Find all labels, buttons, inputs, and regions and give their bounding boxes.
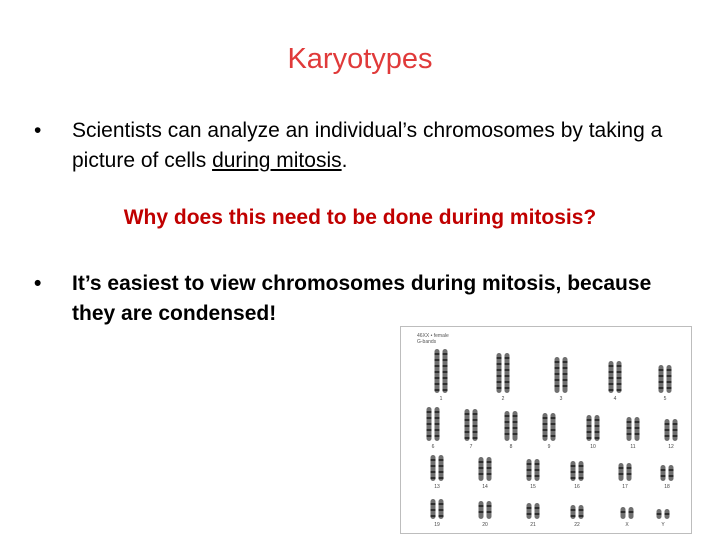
chromosome-label: 16 [574,484,580,490]
chromosome-label: 14 [482,484,488,490]
chromosome-band [513,421,518,423]
chromosome-band [465,431,470,433]
chromosome-band [661,469,666,471]
chromosome-band [571,471,576,473]
karyotype-header-line: G-bands [417,339,437,345]
chromosome-label: 4 [613,396,617,402]
chromosome-band [627,427,632,429]
chromosome-band [579,509,584,511]
chromosome-band [635,427,640,429]
chromosome-pair [431,455,444,490]
chromosome-band [657,513,662,515]
chromosome-band [439,465,444,467]
chromosome-band [673,423,678,425]
chromosome-band [609,383,614,385]
chromosome-band [621,511,626,513]
chromosome-band [435,377,440,379]
chromosome-band [435,429,440,431]
chromosome [527,503,532,519]
chromosome-band [527,463,532,465]
chromosome-band [427,411,432,413]
chromosome-band [535,469,540,471]
chromosome [535,503,540,519]
chromosome-band [473,413,478,415]
chromosome-band [627,421,632,423]
chromosome-band [431,477,436,479]
chromosome-label: 17 [622,484,628,490]
chromosome-band [443,377,448,379]
chromosome-band [527,475,532,477]
chromosome-band [435,353,440,355]
chromosome-band [587,425,592,427]
chromosome-band [609,377,614,379]
chromosome-band [505,433,510,435]
chromosome-band [505,369,510,371]
chromosome-pair [427,407,440,450]
chromosome-band [513,427,518,429]
chromosome-band [563,367,568,369]
chromosome-band [659,369,664,371]
bullet-text-part: Scientists can analyze an individual’s chromosomes by taking a picture of cells [72,119,663,172]
chromosome-band [571,477,576,479]
chromosome-band [435,359,440,361]
chromosome-band [659,387,664,389]
chromosome-label: 12 [668,444,674,450]
bullet-text: It’s easiest to view chromosomes during mitosis, because they are condensed! [72,272,652,325]
chromosome-band [535,507,540,509]
chromosome-band [427,423,432,425]
chromosome-band [595,419,600,421]
chromosome-label: 20 [482,522,488,528]
chromosome-band [609,389,614,391]
chromosome-band [667,369,672,371]
chromosome-band [465,413,470,415]
chromosome-band [543,435,548,437]
chromosome-band [497,369,502,371]
bullet-item-1 [34,116,694,176]
chromosome-band [543,429,548,431]
chromosome-band [551,429,556,431]
chromosome-band [505,427,510,429]
chromosome-pair [609,361,622,402]
chromosome-label: 15 [530,484,536,490]
chromosome-band [555,361,560,363]
chromosome-label: 1 [439,396,443,402]
chromosome-band [497,381,502,383]
chromosome [479,501,484,519]
chromosome-band [487,473,492,475]
chromosome-band [465,425,470,427]
chromosome-band [527,513,532,515]
chromosome-pair [435,349,448,402]
chromosome-band [555,385,560,387]
chromosome-band [609,365,614,367]
chromosome-label: 10 [590,444,596,450]
chromosome-band [443,383,448,385]
chromosome-band [497,375,502,377]
chromosome-band [551,423,556,425]
chromosome-band [473,437,478,439]
chromosome-band [579,471,584,473]
chromosome-band [535,475,540,477]
chromosome-band [479,473,484,475]
chromosome-band [487,511,492,513]
chromosome-band [431,471,436,473]
chromosome-band [627,473,632,475]
chromosome-band [527,469,532,471]
chromosome-label: 5 [663,396,667,402]
chromosome-label: 21 [530,522,536,528]
chromosome-band [435,417,440,419]
chromosome-band [435,423,440,425]
question-text: Why does this need to be done during mitosis? [123,206,597,229]
karyotype-header-line: 46XX • female [417,333,449,339]
chromosome-band [443,371,448,373]
chromosome-band [617,377,622,379]
chromosome-band [487,461,492,463]
chromosome-band [667,381,672,383]
chromosome-band [479,461,484,463]
chromosome-band [563,385,568,387]
chromosome-pair [465,409,478,450]
chromosome-band [427,435,432,437]
chromosome-label: 11 [630,444,636,450]
bullet-text [72,116,694,176]
chromosome-band [627,433,632,435]
chromosome-label: 6 [431,444,435,450]
bullet-item-2 [34,269,694,329]
chromosome-band [479,511,484,513]
chromosome-band [551,435,556,437]
chromosome-pair [665,419,678,450]
chromosome-pair [479,457,492,490]
chromosome-band [669,469,674,471]
chromosome-band [439,503,444,505]
chromosome-band [513,433,518,435]
chromosome-label: Y [661,522,665,528]
chromosome-band [673,429,678,431]
chromosome-band [535,463,540,465]
chromosome-pair [479,501,492,528]
chromosome-band [661,475,666,477]
chromosome-pair [543,413,556,450]
chromosome-label: X [625,522,629,528]
chromosome-band [435,365,440,367]
chromosome-band [563,373,568,375]
chromosome-band [439,459,444,461]
chromosome-pair [621,507,634,528]
chromosome-band [505,357,510,359]
chromosome-band [659,375,664,377]
bullet-text-end: . [341,149,348,172]
chromosome-band [579,477,584,479]
chromosome-band [439,515,444,517]
chromosome-band [665,423,670,425]
chromosome-band [587,431,592,433]
chromosome-band [505,375,510,377]
chromosome-band [479,505,484,507]
chromosome-band [551,417,556,419]
chromosome-label: 3 [559,396,563,402]
chromosome-band [487,505,492,507]
chromosome-band [579,465,584,467]
chromosome-band [563,361,568,363]
chromosome-band [609,371,614,373]
chromosome-band [473,419,478,421]
chromosome-band [555,379,560,381]
slide-title: Karyotypes [287,43,433,75]
chromosome-band [563,379,568,381]
chromosome-band [439,477,444,479]
chromosome-label: 8 [509,444,513,450]
chromosome [619,463,624,481]
chromosome-band [435,371,440,373]
chromosome-band [443,389,448,391]
chromosome-band [513,415,518,417]
chromosome-label: 7 [469,444,473,450]
chromosome-band [443,353,448,355]
chromosome-band [579,515,584,517]
chromosome-band [443,365,448,367]
chromosome-band [431,515,436,517]
bullet-marker: • [34,119,42,142]
chromosome-band [505,387,510,389]
chromosome-band [635,421,640,423]
chromosome-band [665,513,670,515]
chromosome-band [497,357,502,359]
chromosome-band [435,389,440,391]
chromosome-band [473,425,478,427]
chromosome-band [505,415,510,417]
chromosome-pair [587,415,600,450]
chromosome-band [535,513,540,515]
chromosome-pair [497,353,510,402]
chromosome-pair [555,357,568,402]
chromosome-label: 9 [547,444,551,450]
chromosome-label: 13 [434,484,440,490]
chromosome-band [465,437,470,439]
chromosome-band [431,465,436,467]
chromosome-band [667,375,672,377]
bullet-marker: • [34,272,42,295]
chromosome-band [543,423,548,425]
chromosome-pair [627,417,640,450]
chromosome-band [635,433,640,435]
chromosome-band [571,465,576,467]
chromosome [669,465,674,481]
chromosome-band [555,367,560,369]
chromosome [627,463,632,481]
chromosome-pair [527,503,540,528]
chromosome-band [627,467,632,469]
chromosome-band [435,435,440,437]
chromosome-band [595,425,600,427]
chromosome-pair [431,499,444,528]
chromosome-band [617,383,622,385]
chromosome-band [571,515,576,517]
chromosome-band [669,475,674,477]
chromosome-band [571,509,576,511]
chromosome-band [555,373,560,375]
chromosome-label: 2 [501,396,505,402]
chromosome-band [443,359,448,361]
chromosome-band [439,471,444,473]
chromosome-band [619,473,624,475]
chromosome-band [465,419,470,421]
karyotype-chart [401,327,691,533]
chromosome-band [659,381,664,383]
chromosome-band [505,363,510,365]
chromosome-band [667,387,672,389]
chromosome-band [629,511,634,513]
chromosome-band [487,467,492,469]
chromosome-band [435,411,440,413]
chromosome-band [595,431,600,433]
chromosome-band [505,381,510,383]
chromosome-label: 18 [664,484,670,490]
chromosome-band [617,389,622,391]
chromosome-pair [661,465,674,490]
chromosome-band [497,363,502,365]
chromosome-band [497,387,502,389]
chromosome-band [543,417,548,419]
chromosome-band [617,371,622,373]
chromosome-band [439,509,444,511]
chromosome-band [505,421,510,423]
chromosome-band [431,503,436,505]
underlined-term: during mitosis [212,149,342,172]
chromosome-band [595,437,600,439]
chromosome-pair [571,461,584,490]
chromosome-pair [659,365,672,402]
chromosome-pair [657,509,670,528]
chromosome-label: 19 [434,522,440,528]
chromosome-band [665,429,670,431]
chromosome-band [665,435,670,437]
chromosome-band [619,467,624,469]
chromosome-band [673,435,678,437]
karyotype-image [400,326,692,534]
chromosome-band [617,365,622,367]
chromosome-band [431,459,436,461]
chromosome [661,465,666,481]
chromosome-band [479,467,484,469]
chromosome-band [473,431,478,433]
chromosome-pair [527,459,540,490]
chromosome-band [527,507,532,509]
chromosome-pair [571,505,584,528]
chromosome [487,501,492,519]
chromosome-band [587,419,592,421]
chromosome-band [427,429,432,431]
chromosome-pair [619,463,632,490]
chromosome-band [587,437,592,439]
chromosome-band [427,417,432,419]
chromosome-label: 22 [574,522,580,528]
chromosome-pair [505,411,518,450]
chromosome-band [435,383,440,385]
chromosome-band [431,509,436,511]
